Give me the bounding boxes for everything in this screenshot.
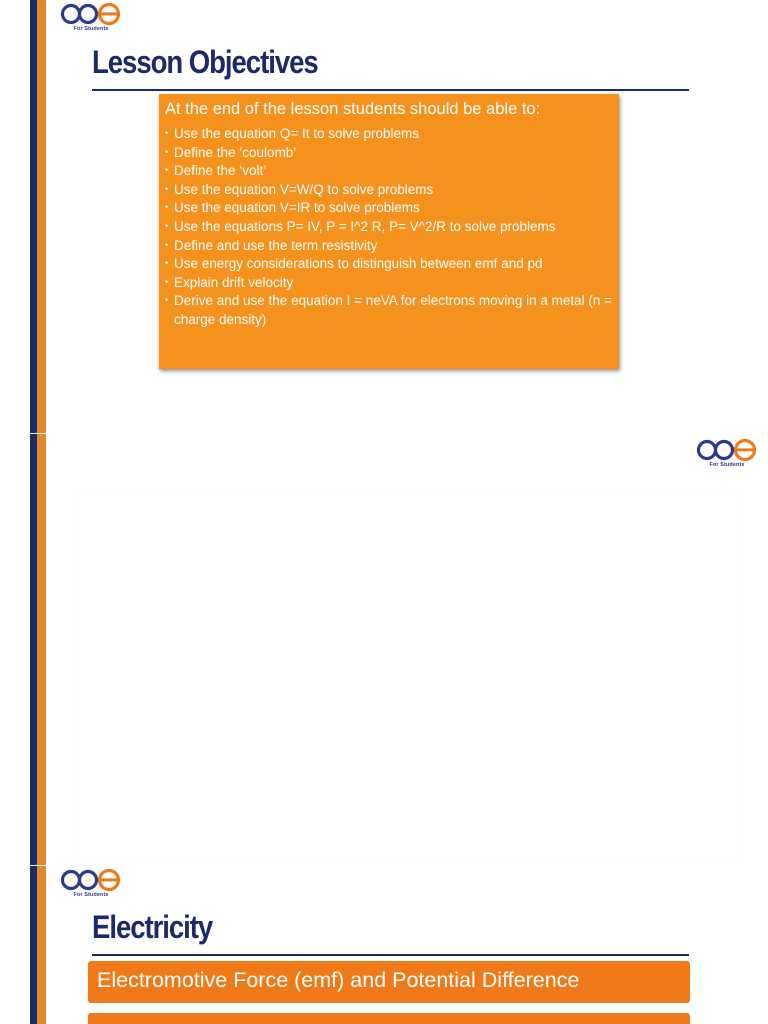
side-bar-orange [37,0,46,433]
list-item: • Derive and use the equation I = neVA for electrons moving in a metal (n = charge density) [165,292,613,329]
slide-separator [30,433,46,434]
list-item: • Use the equation Q= It to solve problems [165,125,613,144]
list-item: • Explain drift velocity [165,274,613,293]
side-bar-orange [37,865,46,1024]
side-bar-blue [30,0,37,433]
list-item: • Define the ‘coulomb’ [165,144,613,163]
slide-lesson-objectives [0,0,768,433]
list-item: • Define and use the term resistivity [165,237,613,256]
side-bar-blue [30,865,37,1024]
oce-logo [58,2,124,36]
logo-tagline: For Students [709,462,745,468]
logo-tagline: For Students [73,26,109,32]
list-item: • Define the ‘volt’ [165,162,613,181]
oce-logo-icon [58,868,124,892]
side-bar-orange [37,433,46,865]
page-title: Electricity [92,909,213,945]
title-underline [92,89,689,91]
slide-blank [0,433,768,865]
list-item: • Use the equation V=W/Q to solve problems [165,181,613,200]
list-item: • Use energy considerations to distinguish between emf and pd [165,255,613,274]
objectives-box [159,94,619,369]
logo-tagline: For Students [73,892,109,898]
side-bar-blue [30,433,37,865]
oce-logo-icon [58,2,124,26]
section-heading-box-next [88,1013,690,1024]
page-title: Lesson Objectives [92,44,318,80]
list-item: • Use the equation V=IR to solve problems [165,199,613,218]
objectives-intro: At the end of the lesson students should be able to: [165,100,541,118]
objectives-list [165,125,613,330]
oce-logo-icon [694,438,760,462]
oce-logo [58,868,124,902]
blank-content-area [72,491,744,857]
list-item: • Use the equations P= IV, P = I^2 R, P= V^2/R to solve problems [165,218,613,237]
section-heading-box: Electromotive Force (emf) and Potential Difference [88,961,690,1003]
title-underline [92,954,689,956]
oce-logo [694,438,760,472]
slide-separator [30,865,46,866]
slide-electricity [0,865,768,1024]
